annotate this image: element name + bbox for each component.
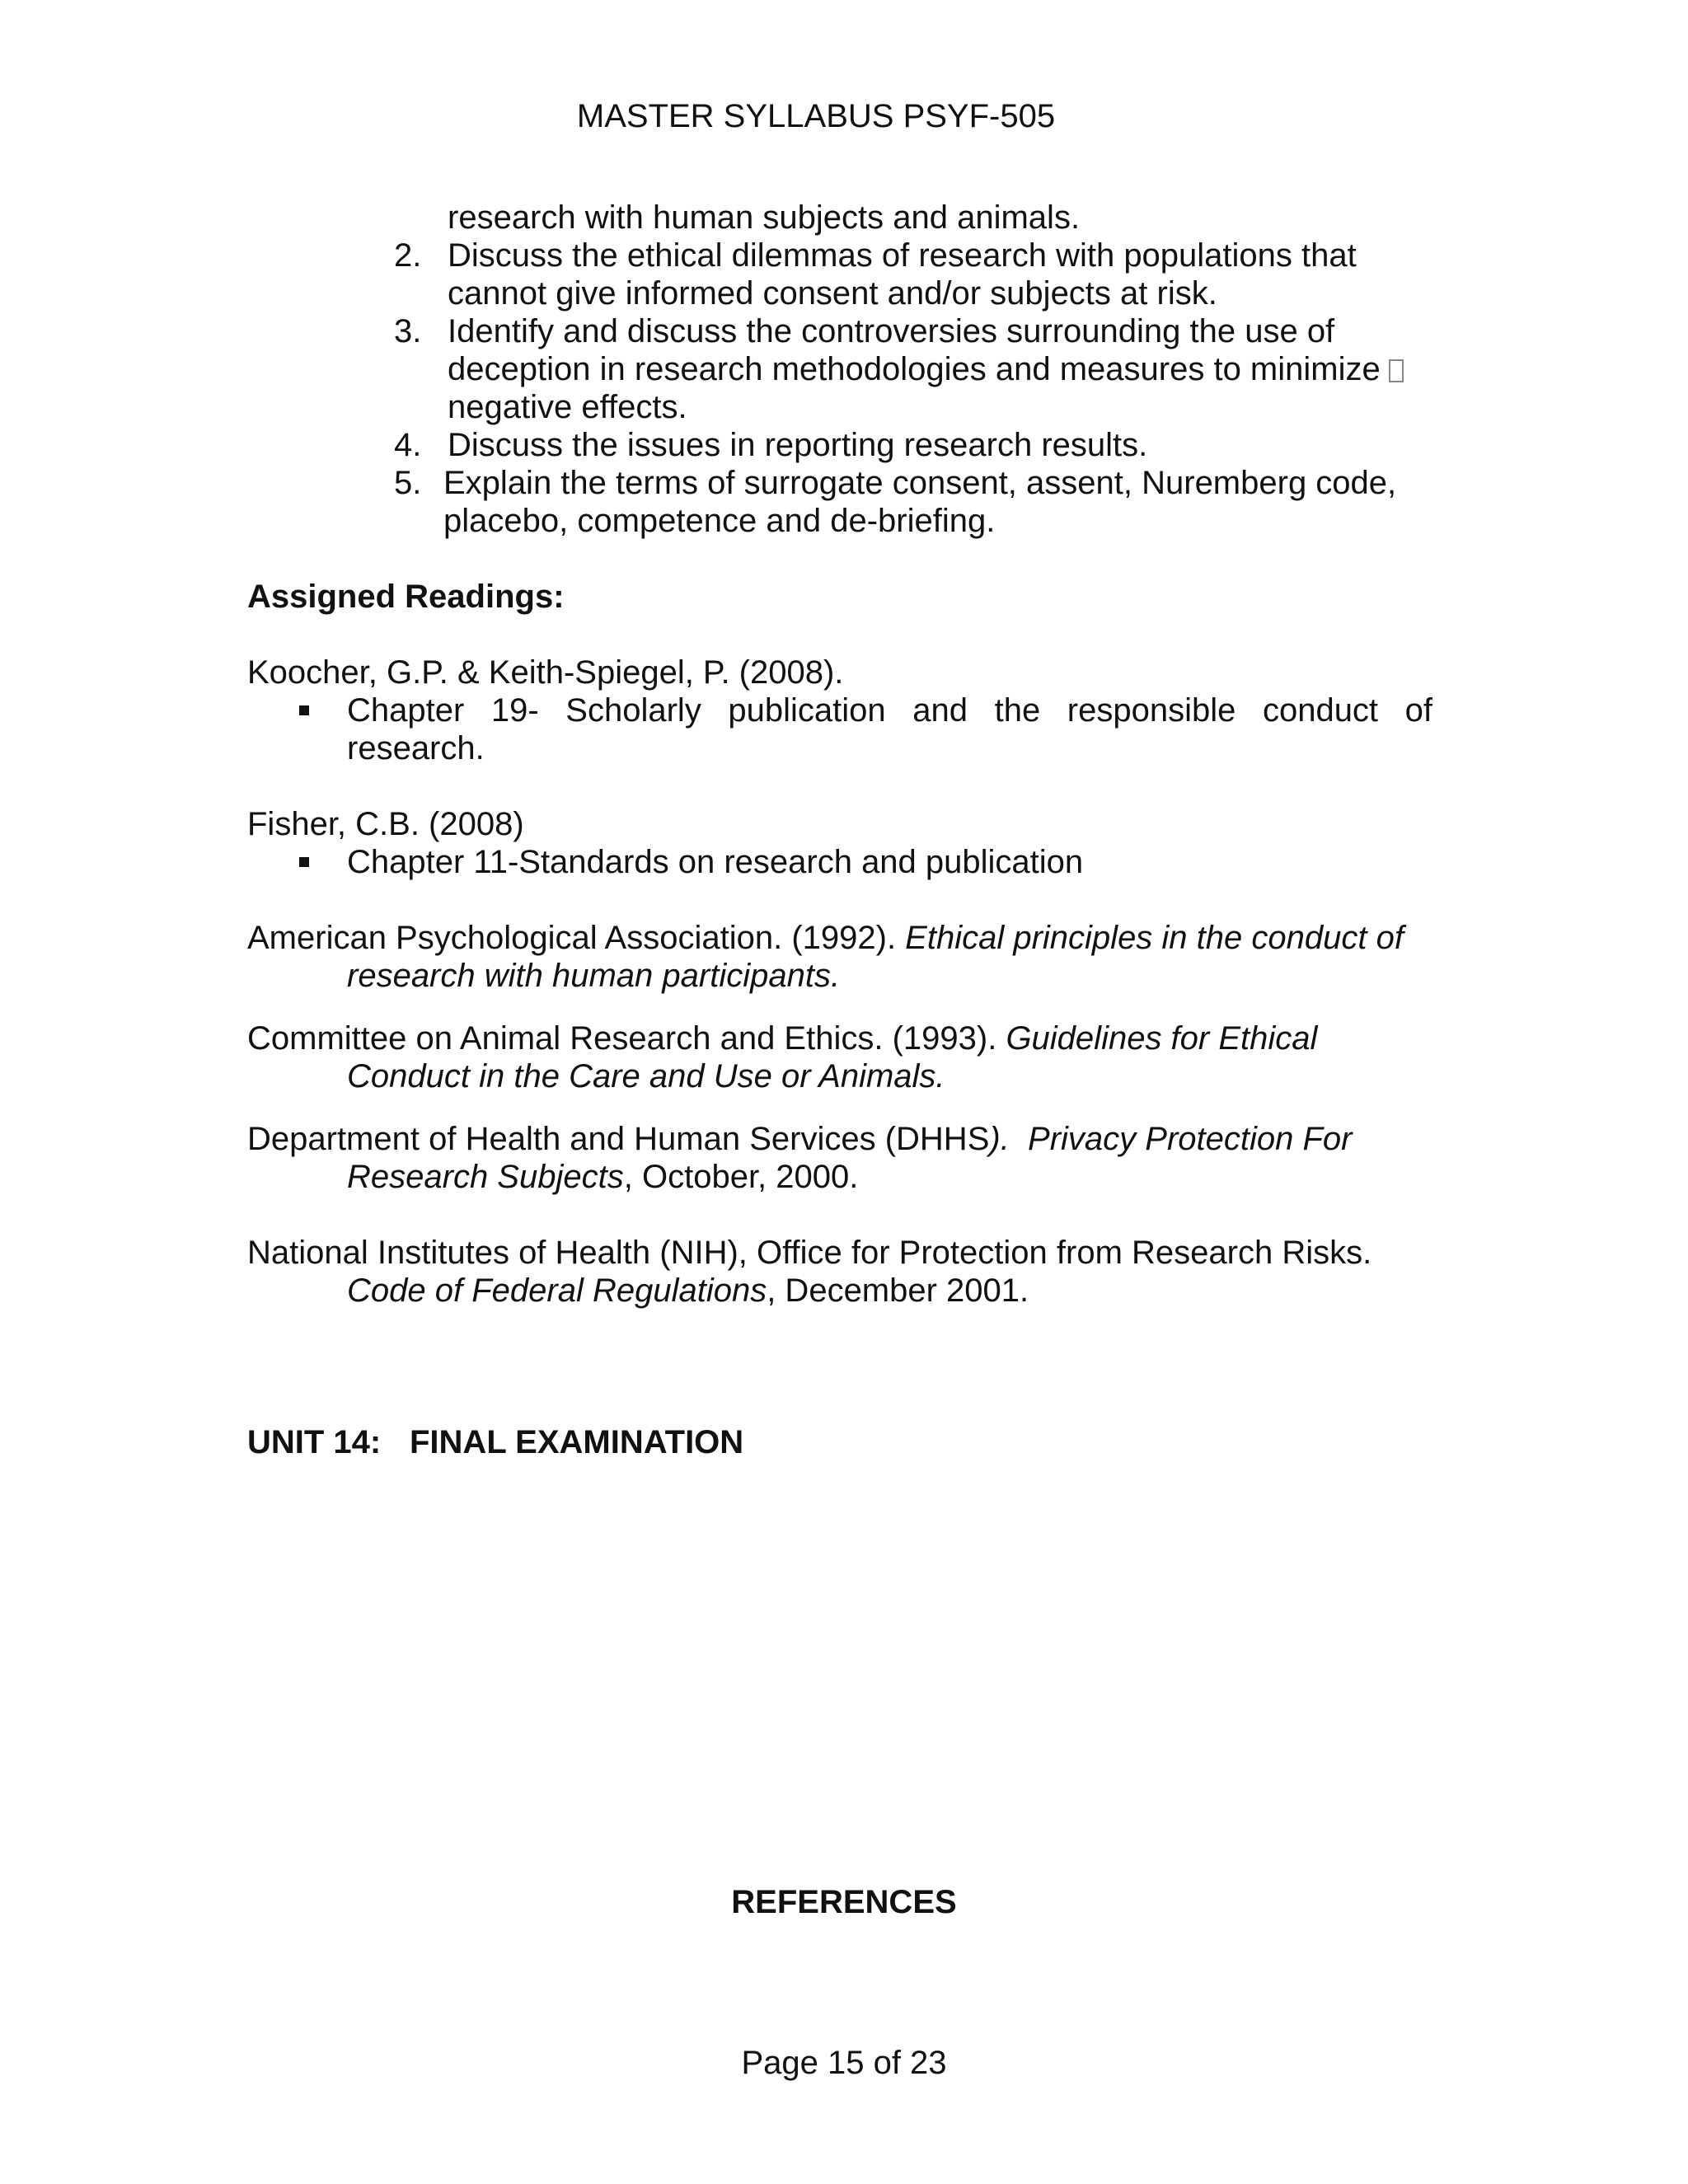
missing-glyph-icon xyxy=(1389,359,1404,382)
page-number: Page 15 of 23 xyxy=(741,2045,947,2081)
objective-2-number: 2. xyxy=(394,237,422,274)
koocher-citation: Koocher, G.P. & Keith-Spiegel, P. (2008). xyxy=(247,654,844,691)
objective-4-line-1: Discuss the issues in reporting research results. xyxy=(448,427,1148,463)
koocher-chapter-line-1: Chapter 19- Scholarly publication and the responsible conduct of xyxy=(347,692,1432,729)
references-heading: REFERENCES xyxy=(731,1884,957,1920)
objective-5-line-2: placebo, competence and de-briefing. xyxy=(443,503,996,539)
dhhs-suffix: October, 2000. xyxy=(632,1159,859,1195)
committee-prefix: Committee on Animal Research and Ethics. (1993). xyxy=(247,1020,1006,1057)
nih-title: Code of Federal Regulations xyxy=(347,1272,767,1309)
objective-3-line-2-row xyxy=(448,350,1404,388)
objective-2-line-2: cannot give informed consent and/or subjects at risk. xyxy=(448,275,1217,312)
objective-4-number: 4. xyxy=(394,427,422,463)
fisher-citation: Fisher, C.B. (2008) xyxy=(247,806,524,842)
objective-3-line-1: Identify and discuss the controversies surrounding the use of xyxy=(448,313,1335,349)
nih-reference-line-2 xyxy=(347,1272,1029,1310)
dhhs-title-1: ). Privacy Protection For xyxy=(989,1121,1353,1157)
committee-title-2: Conduct in the Care and Use or Animals. xyxy=(347,1058,945,1094)
objective-1-continuation: research with human subjects and animals. xyxy=(448,199,1081,236)
assigned-readings-heading: Assigned Readings: xyxy=(247,579,565,615)
objective-5-number: 5. xyxy=(394,465,422,501)
nih-suffix: , December 2001. xyxy=(767,1272,1029,1309)
page-header-title: MASTER SYLLABUS PSYF-505 xyxy=(576,98,1056,134)
objective-3-line-3: negative effects. xyxy=(448,389,687,425)
unit-14-title: FINAL EXAMINATION xyxy=(410,1424,744,1460)
bullet-icon xyxy=(299,857,309,867)
objective-3-line-2: deception in research methodologies and measures to minimize xyxy=(448,351,1381,387)
apa-title-1: Ethical principles in the conduct of xyxy=(905,920,1404,956)
dhhs-title-2: Research Subjects xyxy=(347,1159,624,1195)
committee-title-1: Guidelines for Ethical xyxy=(1006,1020,1318,1057)
fisher-chapter: Chapter 11-Standards on research and publication xyxy=(347,844,1084,880)
bullet-icon xyxy=(299,705,309,715)
apa-title-2: research with human participants. xyxy=(347,958,841,994)
objective-2-line-1: Discuss the ethical dilemmas of research with populations that xyxy=(448,237,1357,274)
nih-reference-line-1: National Institutes of Health (NIH), Office for Protection from Research Risks. xyxy=(247,1235,1372,1271)
apa-prefix: American Psychological Association. (1992). xyxy=(247,920,906,956)
dhhs-prefix: Department of Health and Human Services (DHHS xyxy=(247,1121,990,1157)
dhhs-comma: , xyxy=(623,1159,633,1195)
objective-3-number: 3. xyxy=(394,313,422,349)
committee-reference-line-1 xyxy=(247,1019,1317,1057)
dhhs-reference-line-2 xyxy=(347,1158,858,1196)
koocher-chapter-line-2: research. xyxy=(347,730,485,766)
apa-reference-line-1 xyxy=(247,919,1404,957)
unit-14-label: UNIT 14: xyxy=(247,1424,382,1460)
objective-5-line-1: Explain the terms of surrogate consent, assent, Nuremberg code, xyxy=(443,465,1397,501)
dhhs-reference-line-1 xyxy=(247,1120,1353,1158)
